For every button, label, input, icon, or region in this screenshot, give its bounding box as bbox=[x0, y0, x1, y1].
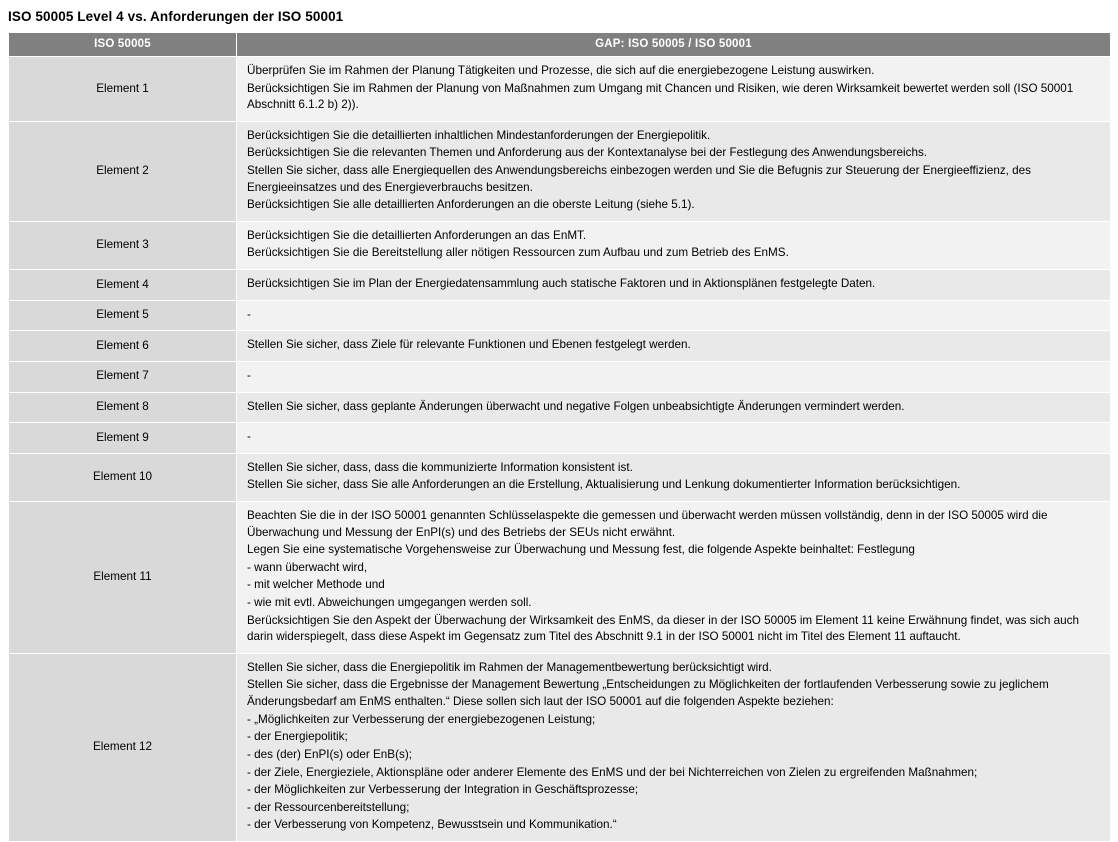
element-label-cell: Element 7 bbox=[9, 361, 237, 392]
gap-text-line: Beachten Sie die in der ISO 50001 genannten Schlüsselaspekte die gemessen und überwacht werden müssen vollständig, denn in der ISO 50005 wird die Überwachung und Messung der EnPI(s) und des Betriebs der SEUs nicht erwähnt. bbox=[247, 508, 1048, 539]
gap-comparison-table bbox=[8, 32, 1111, 842]
gap-text-line: Berücksichtigen Sie die Bereitstellung aller nötigen Ressourcen zum Aufbau und zum Betrieb des EnMS. bbox=[247, 246, 789, 260]
table-row bbox=[9, 331, 1111, 362]
gap-text-line: - mit welcher Methode und bbox=[247, 578, 385, 592]
gap-text-line: Berücksichtigen Sie den Aspekt der Überwachung der Wirksamkeit des EnMS, da dieser in der ISO 50005 im Element 11 keine Erwähnung findet, was sich auch darin widerspiegelt, dass diese Aspekt im Gegensatz zum Titel des Abschnitt 9.1 in der ISO 50001 nicht im Titel des Element 11 auftaucht. bbox=[247, 613, 1079, 644]
gap-text-line: - der Verbesserung von Kompetenz, Bewusstsein und Kommunikation.“ bbox=[247, 818, 617, 832]
gap-text-line: - „Möglichkeiten zur Verbesserung der energiebezogenen Leistung; bbox=[247, 712, 596, 726]
gap-text-line: Berücksichtigen Sie die detaillierten Anforderungen an das EnMT. bbox=[247, 228, 587, 242]
table-body bbox=[9, 57, 1111, 842]
gap-text-line: - der Möglichkeiten zur Verbesserung der Integration in Geschäftsprozesse; bbox=[247, 783, 639, 797]
gap-text-line: Stellen Sie sicher, dass Ziele für relevante Funktionen und Ebenen festgelegt werden. bbox=[247, 338, 691, 352]
element-label-cell: Element 6 bbox=[9, 331, 237, 362]
gap-text-cell bbox=[237, 653, 1111, 841]
table-row bbox=[9, 392, 1111, 423]
gap-text-line: - der Ziele, Energieziele, Aktionspläne oder anderer Elemente des EnMS und der bei Nichterreichen von Zielen zu ergreifenden Maßnahmen; bbox=[247, 765, 978, 779]
gap-text-line: Berücksichtigen Sie die relevanten Themen und Anforderung aus der Kontextanalyse bei der Festlegung des Anwendungsbereichs. bbox=[247, 146, 928, 160]
gap-text-line: Berücksichtigen Sie alle detaillierten Anforderungen an die oberste Leitung (siehe 5.1). bbox=[247, 198, 695, 212]
table-row bbox=[9, 423, 1111, 454]
table-row bbox=[9, 221, 1111, 269]
element-label-cell: Element 10 bbox=[9, 453, 237, 501]
gap-text-line: - der Energiepolitik; bbox=[247, 730, 348, 744]
gap-text-cell bbox=[237, 423, 1111, 454]
gap-text-line: Stellen Sie sicher, dass geplante Änderungen überwacht und negative Folgen unbeabsichtigte Änderungen vermindert werden. bbox=[247, 399, 905, 413]
table-row bbox=[9, 361, 1111, 392]
table-row bbox=[9, 121, 1111, 221]
element-label-cell: Element 12 bbox=[9, 653, 237, 841]
gap-text-line: - bbox=[247, 368, 251, 382]
column-header-gap: GAP: ISO 50005 / ISO 50001 bbox=[237, 33, 1111, 57]
element-label-cell: Element 2 bbox=[9, 121, 237, 221]
table-row bbox=[9, 453, 1111, 501]
gap-text-cell bbox=[237, 361, 1111, 392]
element-label-cell: Element 8 bbox=[9, 392, 237, 423]
gap-text-line: Überprüfen Sie im Rahmen der Planung Tätigkeiten und Prozesse, die sich auf die energiebezogene Leistung auswirken. bbox=[247, 64, 875, 77]
gap-text-cell bbox=[237, 501, 1111, 653]
table-row bbox=[9, 270, 1111, 301]
gap-text-line: - wann überwacht wird, bbox=[247, 560, 368, 574]
gap-text-line: Stellen Sie sicher, dass alle Energiequellen des Anwendungsbereichs einbezogen werden und Sie die Befugnis zur Steuerung der Energieeffizienz, des Energieeinsatzes und des Energieverbrauchs besitzen. bbox=[247, 164, 1032, 194]
gap-text-cell bbox=[237, 121, 1111, 221]
page-title: ISO 50005 Level 4 vs. Anforderungen der ISO 50001 bbox=[8, 9, 344, 24]
table-header-row bbox=[9, 33, 1111, 57]
gap-text-line: Stellen Sie sicher, dass die Energiepolitik im Rahmen der Managementbewertung berücksichtigt wird. bbox=[247, 660, 772, 674]
gap-text-line: Berücksichtigen Sie im Rahmen der Planung von Maßnahmen zum Umgang mit Chancen und Risiken, wie deren Wirksamkeit bewertet werden soll (ISO 50001 Abschnitt 6.1.2 b) 2)). bbox=[247, 81, 1074, 112]
column-header-iso50005: ISO 50005 bbox=[9, 33, 237, 57]
table-row bbox=[9, 300, 1111, 331]
gap-text-cell bbox=[237, 453, 1111, 501]
element-label-cell: Element 9 bbox=[9, 423, 237, 454]
gap-text-cell bbox=[237, 331, 1111, 362]
element-label-cell: Element 1 bbox=[9, 57, 237, 122]
gap-text-line: Stellen Sie sicher, dass Sie alle Anforderungen an die Erstellung, Aktualisierung und Lenkung dokumentierter Information berücksichtigen. bbox=[247, 478, 961, 492]
element-label-cell: Element 5 bbox=[9, 300, 237, 331]
gap-text-cell bbox=[237, 270, 1111, 301]
gap-text-cell bbox=[237, 57, 1111, 122]
gap-text-line: Stellen Sie sicher, dass die Ergebnisse der Management Bewertung „Entscheidungen zu Möglichkeiten der fortlaufenden Verbesserung sowie zu jeglichem Änderungsbedarf am EnMS enthalten.“ Diese sollen sich laut der ISO 50001 auf die folgenden Aspekte beziehen: bbox=[247, 678, 1049, 709]
element-label-cell: Element 4 bbox=[9, 270, 237, 301]
gap-text-line: - bbox=[247, 430, 251, 444]
gap-text-line: - der Ressourcenbereitstellung; bbox=[247, 800, 410, 814]
gap-text-cell bbox=[237, 221, 1111, 269]
table-row bbox=[9, 653, 1111, 841]
gap-text-line: Stellen Sie sicher, dass, dass die kommunizierte Information konsistent ist. bbox=[247, 460, 633, 474]
gap-text-line: Berücksichtigen Sie die detaillierten inhaltlichen Mindestanforderungen der Energiepolitik. bbox=[247, 128, 711, 142]
element-label-cell: Element 11 bbox=[9, 501, 237, 653]
gap-text-cell bbox=[237, 392, 1111, 423]
gap-text-line: - bbox=[247, 307, 251, 321]
gap-text-cell bbox=[237, 300, 1111, 331]
gap-text-line: - des (der) EnPI(s) oder EnB(s); bbox=[247, 747, 412, 761]
element-label-cell: Element 3 bbox=[9, 221, 237, 269]
gap-text-line: Legen Sie eine systematische Vorgehensweise zur Überwachung und Messung fest, die folgende Aspekte beinhaltet: Festlegung bbox=[247, 543, 915, 557]
gap-text-line: - wie mit evtl. Abweichungen umgegangen werden soll. bbox=[247, 596, 532, 610]
table-row bbox=[9, 57, 1111, 122]
table-row bbox=[9, 501, 1111, 653]
gap-text-line: Berücksichtigen Sie im Plan der Energiedatensammlung auch statische Faktoren und in Aktionsplänen festgelegte Daten. bbox=[247, 277, 876, 291]
